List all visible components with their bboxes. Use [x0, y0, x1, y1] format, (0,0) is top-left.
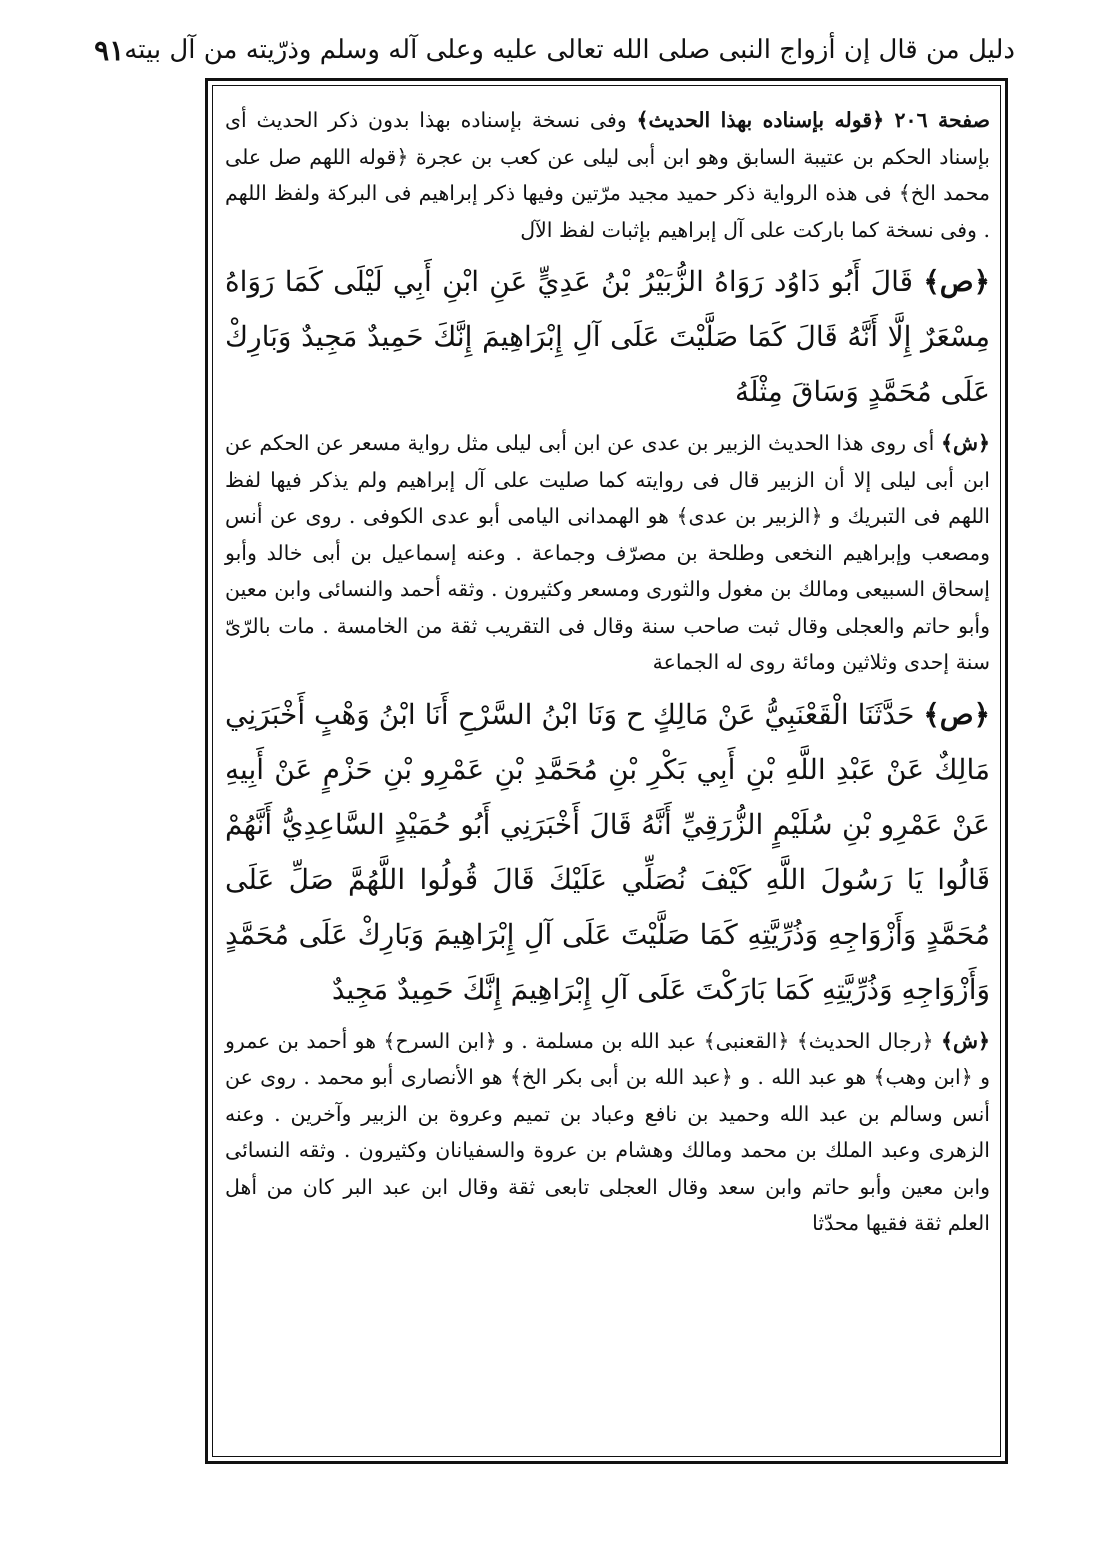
commentary-lead-marker: ﴿ش﴾ — [940, 1028, 990, 1053]
commentary-text: وفى نسخة بإسناده بهذا بدون ذكر الحديث أى بإسناد الحكم بن عتيبة السابق وهو ابن أبى ليلى عن كعب بن عجرة ﴿قوله اللهم صل على محمد الخ﴾ فى هذه الرواية ذكر حميد مجيد مرّتين وفيها ذكر إبراهيم فى البركة ولفظ اللهم . وفى نسخة كما باركت على آل إبراهيم بإثبات لفظ الآل — [225, 108, 990, 242]
commentary-block — [225, 102, 990, 248]
hadith-text-block — [225, 254, 990, 419]
commentary-lead-marker: ﴿ش﴾ — [940, 431, 990, 455]
hadith-text: حَدَّثَنَا الْقَعْنَبِيُّ عَنْ مَالِكٍ ح وَنَا ابْنُ السَّرْحِ أَنَا ابْنُ وَهْبٍ أَخْبَرَنِي مَالِكٌ عَنْ عَبْدِ اللَّهِ بْنِ أَبِي بَكْرِ بْنِ مُحَمَّدِ بْنِ عَمْرِو بْنِ حَزْمٍ عَنْ أَبِيهِ عَنْ عَمْرِو بْنِ سُلَيْمٍ الزُّرَقِيِّ أَنَّهُ قَالَ أَخْبَرَنِي أَبُو حُمَيْدٍ السَّاعِدِيُّ أَنَّهُمْ قَالُوا يَا رَسُولَ اللَّهِ كَيْفَ نُصَلِّي عَلَيْكَ قَالَ قُولُوا اللَّهُمَّ صَلِّ عَلَى مُحَمَّدٍ وَأَزْوَاجِهِ وَذُرِّيَّتِهِ كَمَا صَلَّيْتَ عَلَى آلِ إِبْرَاهِيمَ وَبَارِكْ عَلَى مُحَمَّدٍ وَأَزْوَاجِهِ وَذُرِّيَّتِهِ كَمَا بَارَكْتَ عَلَى آلِ إِبْرَاهِيمَ إِنَّكَ حَمِيدٌ مَجِيدٌ — [225, 697, 990, 1006]
header-title: دليل من قال إن أزواج النبى صلى الله تعالى عليه وعلى آله وسلم وذرّيته من آل بيته — [124, 35, 1015, 65]
page-number: ٩١ — [94, 33, 125, 67]
commentary-text: ﴿رجال الحديث﴾ ﴿القعنبى﴾ عبد الله بن مسلمة . و ﴿ابن السرح﴾ هو أحمد بن عمرو و ﴿ابن وهب﴾ هو عبد الله . و ﴿عبد الله بن أبى بكر الخ﴾ هو الأنصارى أبو محمد . روى عن أنس وسالم بن عبد الله وحميد بن نافع وعباد بن تميم وعروة بن الزبير وآخرين . وعنه الزهرى وعبد الملك بن محمد ومالك وهشام بن عروة والسفيانان وكثيرون . وثقه النسائى وابن معين وأبو حاتم وابن سعد وقال العجلى تابعى ثقة وقال ابن عبد البر كان من أهل العلم ثقة فقيها محدّثا — [225, 1028, 990, 1235]
hadith-text-block — [225, 687, 990, 1017]
commentary-block — [225, 1023, 990, 1242]
text-lead-marker: ﴿ص﴾ — [923, 265, 990, 298]
running-header — [94, 28, 1015, 72]
text-lead-marker: ﴿ص﴾ — [923, 697, 990, 731]
commentary-block — [225, 425, 990, 681]
hadith-text: قَالَ أَبُو دَاوُد رَوَاهُ الزُّبَيْرُ بْنُ عَدِيٍّ عَنِ ابْنِ أَبِي لَيْلَى كَمَا رَوَاهُ مِسْعَرٌ إِلَّا أَنَّهُ قَالَ كَمَا صَلَّيْتَ عَلَى آلِ إِبْرَاهِيمَ إِنَّكَ حَمِيدٌ مَجِيدٌ وَبَارِكْ عَلَى مُحَمَّدٍ وَسَاقَ مِثْلَهُ — [225, 265, 990, 408]
commentary-text: أى روى هذا الحديث الزبير بن عدى عن ابن أبى ليلى مثل رواية مسعر عن الحكم عن ابن أبى ليلى إلا أن الزبير قال فى روايته كما صليت على آل إبراهيم ولم يذكر فيها لفظ اللهم فى التبريك و ﴿الزبير بن عدى﴾ هو الهمدانى اليامى أبو عدى الكوفى . روى عن أنس ومصعب وإبراهيم النخعى وطلحة بن مصرّف وجماعة . وعنه إسماعيل بن أبى خالد وأبو إسحاق السبيعى ومالك بن مغول والثورى ومسعر وكثيرون . وثقه أحمد والنسائى وابن معين وأبو حاتم والعجلى وقال ثبت صاحب سنة وقال فى التقريب ثقة من الخامسة . مات بالرّىّ سنة إحدى وثلاثين ومائة روى له الجماعة — [225, 431, 990, 674]
commentary-lead: صفحة ٢٠٦ ﴿قوله بإسناده بهذا الحديث﴾ — [636, 108, 990, 132]
page-frame-content — [212, 85, 1001, 1457]
